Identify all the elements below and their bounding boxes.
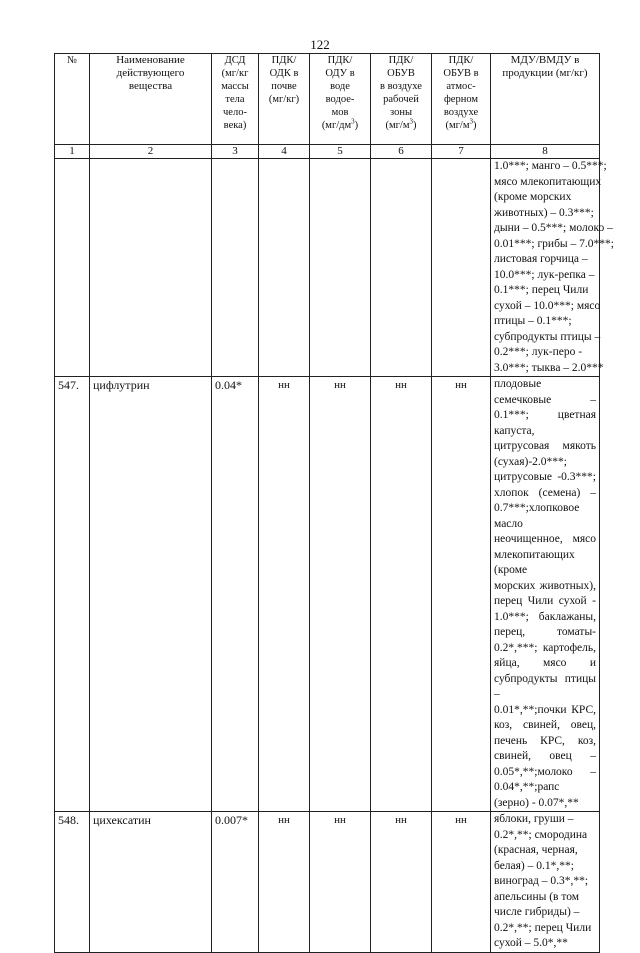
column-number: 7 [432, 145, 491, 159]
header-workzone-air: ПДК/ ОБУВ в воздухе рабочей зоны $(мг/м^3)$ [371, 54, 432, 145]
column-number: 2 [90, 145, 212, 159]
water-value: нн [310, 377, 371, 812]
header-number: № [55, 54, 90, 145]
table-row [55, 812, 600, 953]
header-substance-name: Наименование действующего вещества [90, 54, 212, 145]
mdu-values: 1.0***; манго – 0.5***; мясо млекопитающих (кроме морских животных) – 0.3***; дыни – 0.5***; молоко – 0.01***; грибы – 7.0***; листовая горчица – 10.0***; лук-репка – 0.1***; перец Чили сухой – 10.0***; мясо птицы – 0.1***; субпродукты птицы – 0.2***; лук-перо - 3.0***; тыква – 2.0*** [491, 159, 600, 377]
substance-name [90, 159, 212, 377]
column-number: 5 [310, 145, 371, 159]
workzone-air-value: нн [371, 377, 432, 812]
header-water: ПДК/ ОДУ в воде водое- мов $(мг/дм^3)$ [310, 54, 371, 145]
column-number: 1 [55, 145, 90, 159]
substance-name: цихексатин [90, 812, 212, 953]
column-number: 6 [371, 145, 432, 159]
pesticide-table [54, 53, 614, 953]
header-dsd: ДСД (мг/кг массы тела чело- века) [212, 54, 259, 145]
header-mdu: МДУ/ВМДУ в продукции (мг/кг) [491, 54, 600, 145]
page-number: 122 [310, 37, 330, 52]
atmospheric-air-value [432, 159, 491, 377]
table-row [55, 377, 600, 812]
water-value: нн [310, 812, 371, 953]
dsd-value: 0.007* [212, 812, 259, 953]
row-number: 548. [55, 812, 90, 953]
water-value [310, 159, 371, 377]
row-number [55, 159, 90, 377]
table-row [55, 159, 600, 377]
header-soil: ПДК/ ОДК в почве (мг/кг) [259, 54, 310, 145]
column-number: 3 [212, 145, 259, 159]
mdu-values: плодовые семечковые – 0.1***; цветная капуста, цитрусовая мякоть (сухая)-2.0***; цитрусовые -0.3***; хлопок (семена) – 0.7***;хлопковое масло неочищенное, мясо млекопитающих (кроме морских животных), перец Чили сухой - 1.0***; баклажаны, перец, томаты- 0.2*,***; картофель, яйца, мясо и субпродукты птицы – 0.01*,**;почки КРС, коз, свиней, овец, печень КРС, коз, свиней, овец – 0.05*,**;молоко – 0.04*,**;рапс (зерно) - 0.07*,** [491, 377, 600, 812]
workzone-air-value: нн [371, 812, 432, 953]
header-atmospheric-air: ПДК/ ОБУВ в атмос- ферном воздухе $(мг/м^3)$ [432, 54, 491, 145]
dsd-value [212, 159, 259, 377]
column-number: 4 [259, 145, 310, 159]
workzone-air-value [371, 159, 432, 377]
column-number: 8 [491, 145, 600, 159]
substance-name: цифлутрин [90, 377, 212, 812]
row-number: 547. [55, 377, 90, 812]
mdu-values: яблоки, груши – 0.2*,**; смородина (красная, черная, белая) – 0.1*,**; виноград – 0.3*,**; апельсины (в том числе гибриды) – 0.2*,**; перец Чили сухой – 5.0*,** [491, 812, 600, 953]
header-row [55, 54, 600, 145]
soil-value [259, 159, 310, 377]
column-number-row [55, 145, 600, 159]
soil-value: нн [259, 377, 310, 812]
dsd-value: 0.04* [212, 377, 259, 812]
atmospheric-air-value: нн [432, 377, 491, 812]
soil-value: нн [259, 812, 310, 953]
atmospheric-air-value: нн [432, 812, 491, 953]
